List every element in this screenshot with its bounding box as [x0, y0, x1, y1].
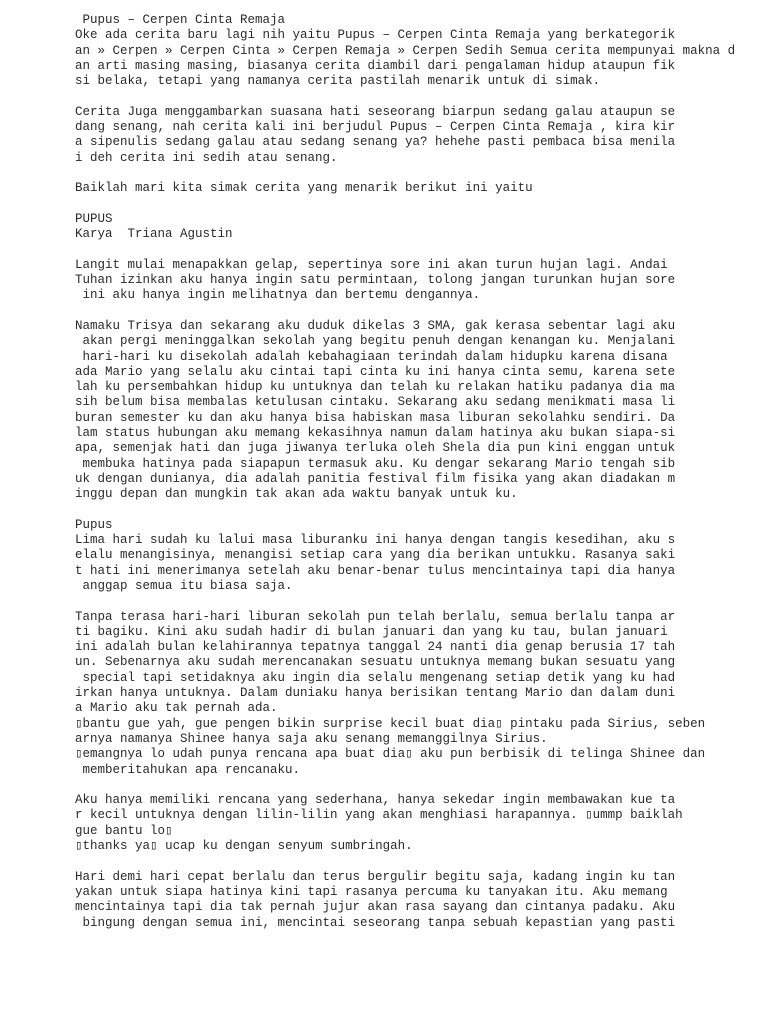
text-line: ini aku hanya ingin melihatnya dan bertemu dengannya. — [75, 288, 481, 303]
text-line: lam status hubungan aku memang kekasihnya namun dalam hatinya aku bukan siapa-si — [75, 426, 676, 441]
text-line: yakan untuk siapa hatinya kini tapi rasanya percuma ku tanyakan itu. Aku memang — [75, 884, 668, 899]
text-line: memberitahukan apa rencanaku. — [75, 762, 301, 777]
text-line: membuka hatinya pada siapapun termasuk aku. Ku dengar sekarang Mario tengah sib — [75, 456, 676, 471]
paragraph-spacer — [75, 778, 765, 793]
text-line: i deh cerita ini sedih atau senang. — [75, 150, 338, 165]
text-line: a Mario aku tak pernah ada. — [75, 701, 278, 716]
text-line: ▯thanks ya▯ ucap ku dengan senyum sumbringah. — [75, 839, 413, 854]
paragraph-spacer — [75, 594, 765, 609]
text-line: Hari demi hari cepat berlalu dan terus bergulir begitu saja, kadang ingin ku tan — [75, 869, 676, 884]
text-line: akan pergi meninggalkan sekolah yang begitu penuh dengan kenangan ku. Menjalani — [75, 334, 676, 349]
text-line: special tapi setidaknya aku ingin dia selalu mengenang setiap detik yang ku had — [75, 670, 676, 685]
paragraph — [75, 610, 765, 778]
text-line: Cerita Juga menggambarkan suasana hati seseorang biarpun sedang galau ataupun se — [75, 104, 676, 119]
text-line: inggu depan dan mungkin tak akan ada waktu banyak untuk ku. — [75, 487, 518, 502]
text-line: irkan hanya untuknya. Dalam duniaku hanya berisikan tentang Mario dan dalam duni — [75, 686, 676, 701]
paragraph-spacer — [75, 304, 765, 319]
text-line: ti bagiku. Kini aku sudah hadir di bulan januari dan yang ku tau, bulan januari — [75, 624, 668, 639]
paragraph — [75, 793, 765, 854]
paragraph-spacer — [75, 503, 765, 518]
text-line: Pupus – Cerpen Cinta Remaja — [75, 13, 286, 27]
text-line: r kecil untuknya dengan lilin-lilin yang akan menghiasi harapannya. ▯ummp baiklah — [75, 808, 683, 823]
text-line: apa, semenjak hati dan juga jiwanya terluka oleh Shela dia pun kini enggan untuk — [75, 441, 676, 456]
text-line: sih belum bisa membalas ketulusan cintaku. Sekarang aku sedang menikmati masa li — [75, 395, 676, 410]
paragraph — [75, 319, 765, 503]
paragraph — [75, 258, 765, 304]
text-line: a sipenulis sedang galau atau sedang senang ya? hehehe pasti pembaca bisa menila — [75, 135, 676, 150]
paragraph — [75, 870, 765, 931]
paragraph — [75, 105, 765, 166]
text-line: si belaka, tetapi yang namanya cerita pastilah menarik untuk di simak. — [75, 74, 601, 89]
text-line: Aku hanya memiliki rencana yang sederhana, hanya sekedar ingin membawakan kue ta — [75, 793, 676, 808]
text-line: bingung dengan semua ini, mencintai seseorang tanpa sebuah kepastian yang pasti — [75, 915, 676, 930]
paragraph — [75, 13, 765, 89]
document-page — [75, 13, 765, 931]
paragraph-spacer — [75, 197, 765, 212]
text-line: elalu menangisinya, menangisi setiap cara yang dia berikan untukku. Rasanya saki — [75, 548, 676, 563]
text-line: Pupus — [75, 517, 113, 532]
paragraph-spacer — [75, 242, 765, 257]
text-line: Karya Triana Agustin — [75, 227, 233, 242]
text-line: anggap semua itu biasa saja. — [75, 578, 293, 593]
text-line: Oke ada cerita baru lagi nih yaitu Pupus – Cerpen Cinta Remaja yang berkategorik — [75, 28, 676, 43]
text-line: Tanpa terasa hari-hari liburan sekolah pun telah berlalu, semua berlalu tanpa ar — [75, 609, 676, 624]
text-line: an arti masing masing, biasanya cerita diambil dari pengalaman hidup ataupun fik — [75, 58, 676, 73]
text-line: an » Cerpen » Cerpen Cinta » Cerpen Remaja » Cerpen Sedih Semua cerita mempunyai makna d — [75, 43, 736, 58]
paragraph-spacer — [75, 166, 765, 181]
text-line: ini adalah bulan kelahirannya tepatnya tanggal 24 nanti dia genap berusia 17 tah — [75, 640, 676, 655]
text-line: t hati ini menerimanya setelah aku benar-benar tulus mencintainya tapi dia hanya — [75, 563, 676, 578]
text-line: Tuhan izinkan aku hanya ingin satu permintaan, tolong jangan turunkan hujan sore — [75, 273, 676, 288]
text-line: uk dengan dunianya, dia adalah panitia festival film fisika yang akan diadakan m — [75, 471, 676, 486]
text-line: Langit mulai menapakkan gelap, sepertinya sore ini akan turun hujan lagi. Andai — [75, 257, 668, 272]
text-line: PUPUS — [75, 211, 113, 226]
text-line: ▯emangnya lo udah punya rencana apa buat dia▯ aku pun berbisik di telinga Shinee dan — [75, 747, 706, 762]
text-line: hari-hari ku disekolah adalah kebahagiaan terindah dalam hidupku karena disana — [75, 349, 668, 364]
text-line: arnya namanya Shinee hanya saja aku senang memanggilnya Sirius. — [75, 731, 548, 746]
paragraph — [75, 518, 765, 594]
text-line: ada Mario yang selalu aku cintai tapi cinta ku ini hanya cinta semu, karena sete — [75, 364, 676, 379]
text-line: gue bantu lo▯ — [75, 823, 173, 838]
text-line: mencintainya tapi dia tak pernah jujur akan rasa sayang dan cintanya padaku. Aku — [75, 900, 676, 915]
text-line: dang senang, nah cerita kali ini berjudul Pupus – Cerpen Cinta Remaja , kira kir — [75, 120, 676, 135]
text-line: lah ku persembahkan hidup ku untuknya dan telah ku relakan hatiku padanya dia ma — [75, 380, 676, 395]
text-line: Lima hari sudah ku lalui masa liburanku ini hanya dengan tangis kesedihan, aku s — [75, 533, 676, 548]
text-line: ▯bantu gue yah, gue pengen bikin surprise kecil buat dia▯ pintaku pada Sirius, seben — [75, 716, 706, 731]
text-line: Baiklah mari kita simak cerita yang menarik berikut ini yaitu — [75, 181, 533, 196]
paragraph-spacer — [75, 89, 765, 104]
text-line: Namaku Trisya dan sekarang aku duduk dikelas 3 SMA, gak kerasa sebentar lagi aku — [75, 318, 676, 333]
paragraph — [75, 181, 765, 196]
text-line: un. Sebenarnya aku sudah merencanakan sesuatu untuknya memang bukan sesuatu yang — [75, 655, 676, 670]
text-line: buran semester ku dan aku hanya bisa habiskan masa liburan sekolahku sendiri. Da — [75, 410, 676, 425]
paragraph-spacer — [75, 854, 765, 869]
paragraph — [75, 212, 765, 243]
